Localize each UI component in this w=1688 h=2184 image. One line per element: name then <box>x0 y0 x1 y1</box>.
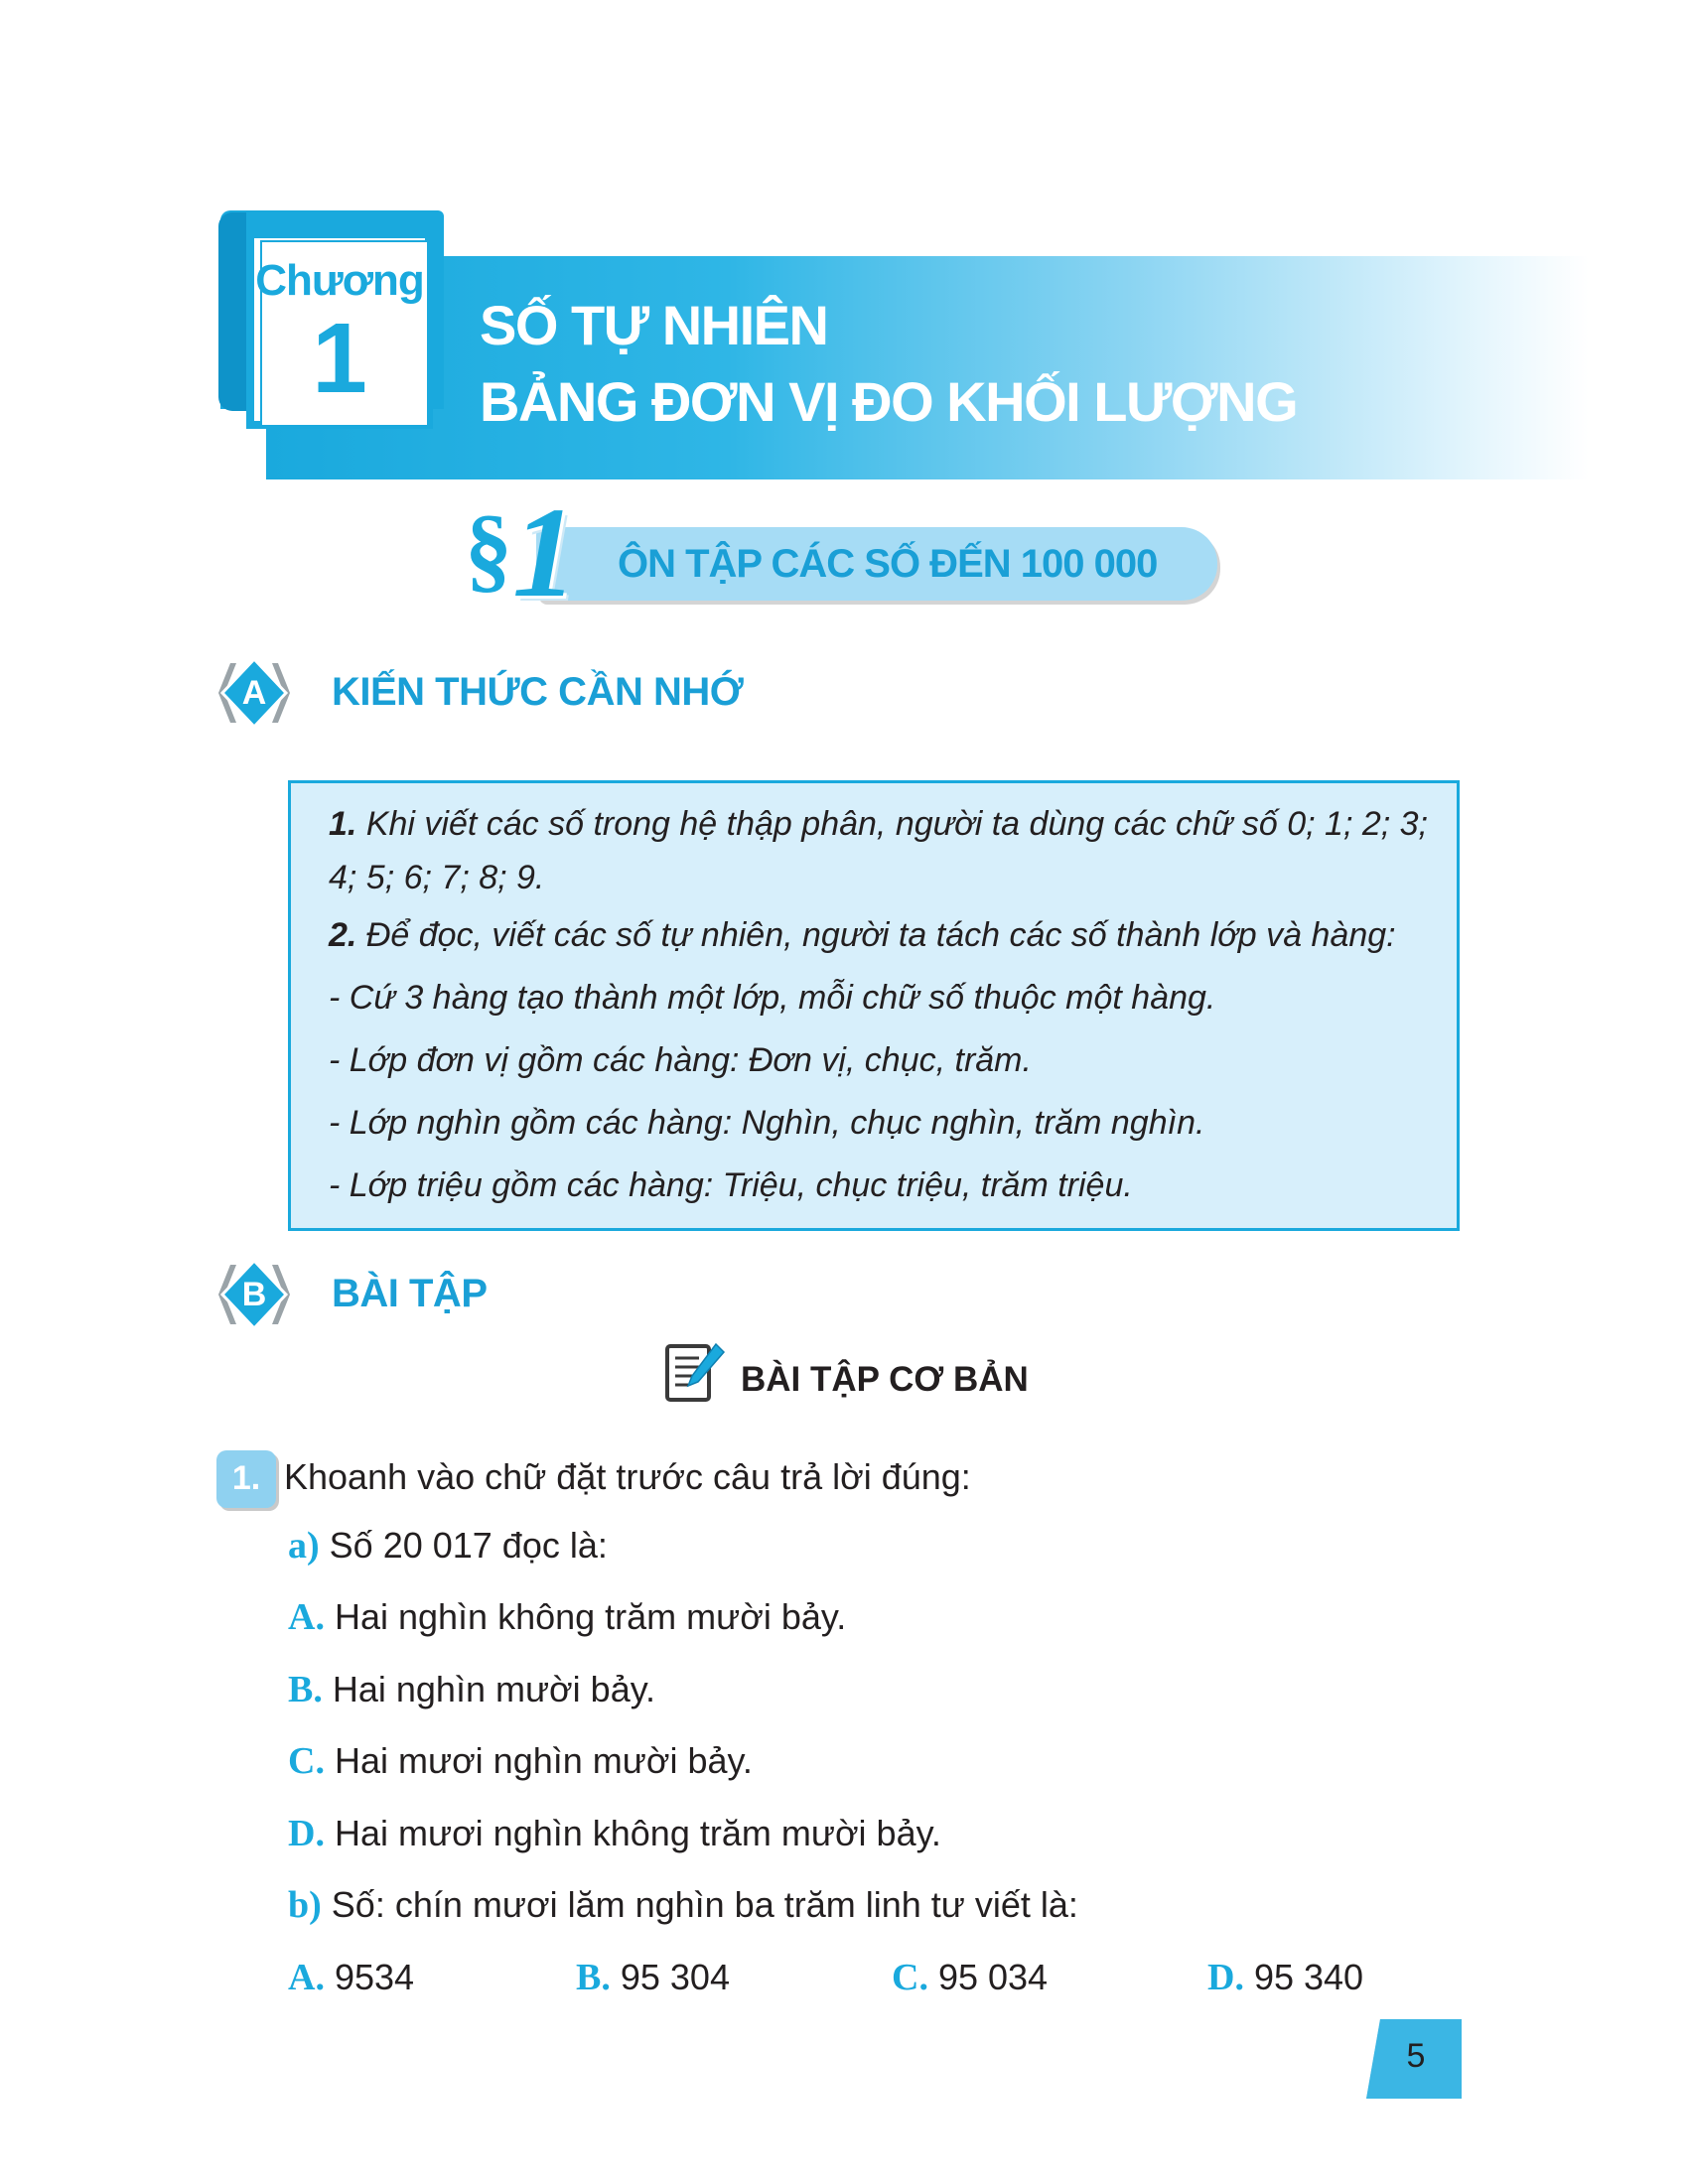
option-b-c[interactable]: C. 95 034 <box>892 1957 1049 1998</box>
part-a-letter: A <box>241 674 267 712</box>
knowledge-item-2: 2. Để đọc, viết các số tự nhiên, người ta tách các số thành lớp và hàng: <box>329 916 1396 954</box>
knowledge-box <box>288 780 1460 1231</box>
section-title: ÔN TẬP CÁC SỐ ĐẾN 100 000 <box>618 542 1158 586</box>
chapter-number: 1 <box>312 303 367 414</box>
page-number: 5 <box>1406 2037 1426 2075</box>
knowledge-item-1: 1. Khi viết các số trong hệ thập phân, người ta dùng các chữ số 0; 1; 2; 3; <box>329 805 1428 843</box>
edit-document-icon <box>664 1338 726 1404</box>
chapter-label: Chương <box>255 256 424 305</box>
option-d[interactable]: D. Hai mươi nghìn không trăm mười bảy. <box>288 1813 941 1854</box>
section-number: 1 <box>512 481 577 624</box>
basic-exercises-title: BÀI TẬP CƠ BẢN <box>741 1360 1029 1399</box>
question-a: a) Số 20 017 đọc là: <box>288 1525 608 1567</box>
option-a[interactable]: A. Hai nghìn không trăm mười bảy. <box>288 1596 847 1638</box>
knowledge-bullet: - Lớp nghìn gồm các hàng: Nghìn, chục nghìn, trăm nghìn. <box>329 1104 1205 1142</box>
option-b-a[interactable]: A. 9534 <box>288 1957 415 1998</box>
part-a-heading: KIẾN THỨC CẦN NHỚ <box>332 670 744 714</box>
chapter-banner <box>266 256 1589 479</box>
knowledge-bullet: - Lớp đơn vị gồm các hàng: Đơn vị, chục, trăm. <box>329 1041 1032 1079</box>
exercise-number: 1. <box>231 1459 261 1497</box>
exercise-prompt: Khoanh vào chữ đặt trước câu trả lời đúng: <box>284 1456 971 1497</box>
chapter-title-line1: SỐ TỰ NHIÊN <box>480 294 828 356</box>
knowledge-bullet: - Cứ 3 hàng tạo thành một lớp, mỗi chữ số thuộc một hàng. <box>329 979 1216 1017</box>
question-b: b) Số: chín mươi lăm nghìn ba trăm linh tư viết là: <box>288 1884 1078 1926</box>
chapter-title-line2: BẢNG ĐƠN VỊ ĐO KHỐI LƯỢNG <box>480 370 1298 433</box>
section-sign: § <box>465 495 512 602</box>
chapter-scroll-curl <box>218 212 246 411</box>
question-a-label: a) <box>288 1525 320 1567</box>
option-b[interactable]: B. Hai nghìn mười bảy. <box>288 1669 656 1710</box>
knowledge-bullet: - Lớp triệu gồm các hàng: Triệu, chục triệu, trăm triệu. <box>329 1166 1133 1204</box>
option-c[interactable]: C. Hai mươi nghìn mười bảy. <box>288 1740 753 1782</box>
option-b-b[interactable]: B. 95 304 <box>576 1957 730 1998</box>
option-b-d[interactable]: D. 95 340 <box>1207 1957 1364 1998</box>
part-b-letter: B <box>241 1276 267 1313</box>
part-b-heading: BÀI TẬP <box>332 1272 488 1315</box>
question-b-label: b) <box>288 1884 322 1926</box>
knowledge-item-1-cont: 4; 5; 6; 7; 8; 9. <box>329 859 545 896</box>
